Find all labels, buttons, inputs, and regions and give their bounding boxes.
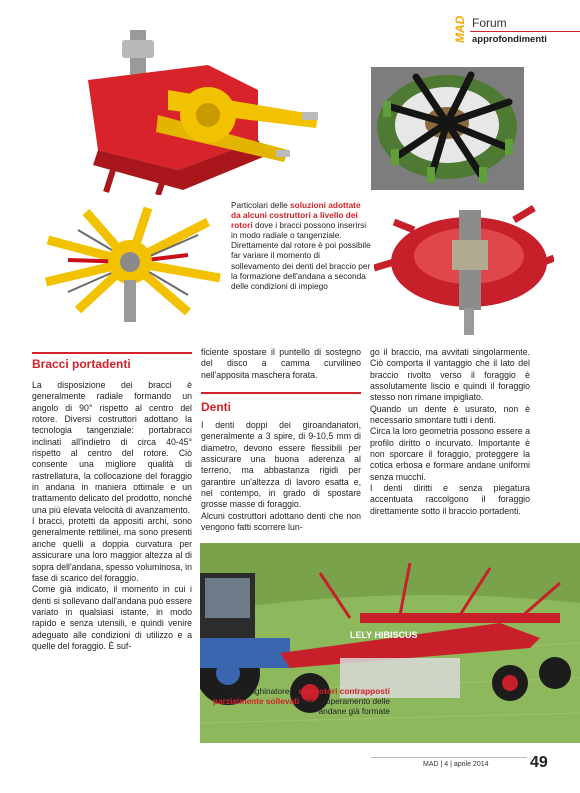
mad-logo-text: MAD: [453, 15, 467, 43]
section-subtitle: approfondimenti: [472, 34, 547, 45]
section-rule-bracci: [32, 352, 192, 354]
section-rule-denti: [201, 392, 361, 394]
section-title: Forum: [472, 16, 507, 30]
paragraph: ficiente spostare il puntello di sostegno del disco a camma curvilineo nell'apposita maschera forata.: [201, 347, 361, 380]
machine-model-label: LELY HIBISCUS: [350, 630, 418, 640]
photo-caption-rake: Giroranghinatore a due rotori contrapposti parzialmente sollevati per il superamento delle andane già formate: [212, 686, 390, 717]
page-number: 49: [530, 754, 548, 771]
paragraph: go il braccio, ma avvitati singolarmente. Ciò comporta il vantaggio che il lato del braccio rivolto verso il foraggio è assolutamente liscio e quindi il foraggio stesso non rimane impigliato.: [370, 347, 530, 403]
article-column-2: [201, 420, 361, 533]
yellow-rotor-photo: [38, 200, 228, 325]
heading-denti: Denti: [201, 400, 231, 414]
article-column-2-top: [201, 347, 361, 381]
paragraph: I bracci, protetti da appositi archi, sono generalmente rettilinei, ma sono presenti anche quelli a doppia curvatura per assicurare una loro maggior altezza al di sopra dell'andana, spesso voluminosa, in fase di scarico del foraggio.: [32, 516, 192, 583]
mad-logo: [453, 14, 467, 44]
footer-issue: MAD | 4 | aprile 2014: [423, 761, 489, 768]
red-rotor-cutaway-photo: [374, 200, 554, 335]
paragraph: Circa la loro geometria possono essere a profilo diritto o incurvato. Importante è non sporcare il foraggio, proteggere la cotica erbosa e formare andane uniformi senza mucchi.: [370, 426, 530, 482]
caption-highlight: soluzioni adottate da alcuni costruttori a livello dei rotori: [231, 200, 361, 231]
paragraph: Come già indicato, il momento in cui i denti si sollevano dall'andana può essere variato in qualsiasi istante, in modo rapido e senza utensili, e quindi venire adeguato alle condizioni di utilizzo e a quelle del foraggio. È suf-: [32, 584, 192, 651]
paragraph: Quando un dente è usurato, non è necessario smontare tutti i denti.: [370, 403, 530, 426]
green-rotor-photo: [371, 67, 524, 190]
photo-caption-rotors: Particolari delle soluzioni adottate da alcuni costruttori a livello dei rotori dove i bracci possono inserirsi in modo radiale o tangenziale. Direttamente dal rotore è poi possibile far variare il momento di sollevamento dei denti del braccio per la formazione dell'andana a seconda delle condizioni di impiego: [231, 200, 371, 291]
caption-highlight: due rotori contrapposti parzialmente sollevati: [212, 686, 390, 707]
rotor-hub-photo: [58, 20, 323, 195]
footer-rule: [371, 757, 527, 758]
paragraph: La disposizione dei bracci è generalmente radiale formando un angolo di 90° rispetto al centro del rotore. Diversi costruttori adottano la tecnologia tangenziale: portabracci inclinati all'indietro di circa 40-45° rispetto al centro del rotore. Ciò consente una migliore qualità di rastrellatura, la collocazione del foraggio in andana in maniera ottimale e un trattamento delicato del prodotto, nonché una più elevata velocità di avanzamento.: [32, 380, 192, 515]
article-column-1: [32, 380, 192, 652]
paragraph: I denti diritti e senza piegatura accentuata raccolgono il foraggio direttamente sotto il braccio portadenti.: [370, 483, 530, 516]
article-column-3: [370, 347, 530, 517]
paragraph: Alcuni costruttori adottano denti che non vengono fatti scorrere lun-: [201, 510, 361, 533]
paragraph: I denti doppi dei giroandanatori, generalmente a 3 spire, di 9-10,5 mm di diametro, devono essere flessibili per assicurare una buona aderenza al terreno, ma abbastanza rigidi per garantire un'altezza di lavoro esatta e, nel contempo, in grado di spostare grosse masse di foraggio.: [201, 420, 361, 510]
heading-bracci-portadenti: Bracci portadenti: [32, 357, 131, 371]
header-rule: [470, 31, 580, 32]
